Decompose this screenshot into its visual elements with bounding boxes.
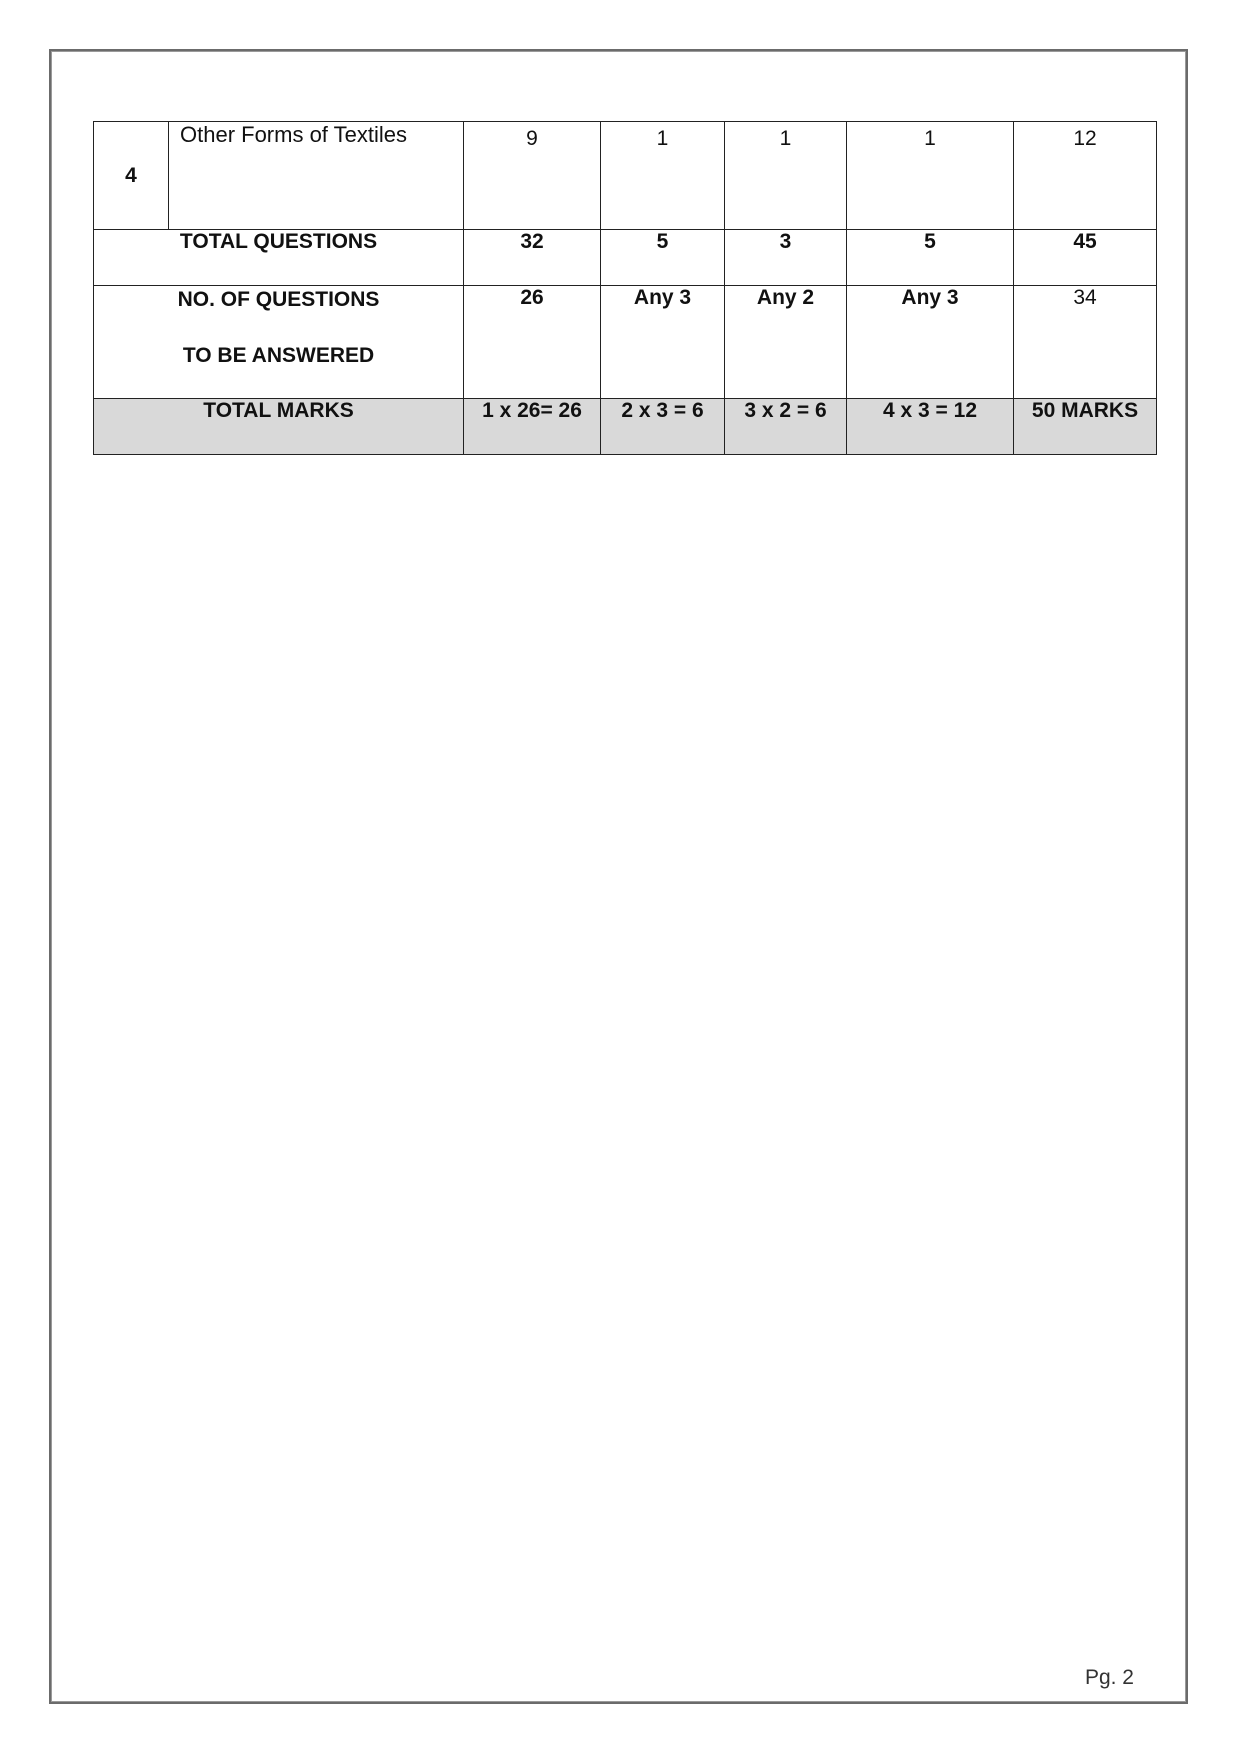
table-cell: 50 MARKS [1014,399,1157,455]
table-row [94,122,1157,230]
table-cell: 3 x 2 = 6 [725,399,847,455]
table-cell: 1 [725,122,847,230]
question-blueprint-table [93,121,1157,455]
row-label [94,286,464,399]
page-number: Pg. 2 [1084,1666,1134,1689]
table-cell: 9 [464,122,601,230]
table-cell: 12 [1014,122,1157,230]
row-label: TOTAL MARKS [94,399,464,455]
table-cell: 1 x 26= 26 [464,399,601,455]
table-cell: 5 [601,230,725,286]
unit-number: 4 [94,122,169,230]
table-cell: 1 [601,122,725,230]
table-cell: 1 [847,122,1014,230]
table-cell: 3 [725,230,847,286]
total-questions-row [94,230,1157,286]
table-cell: 45 [1014,230,1157,286]
row-label-line: TO BE ANSWERED [182,344,375,367]
table-cell: 2 x 3 = 6 [601,399,725,455]
table-cell: 26 [464,286,601,399]
table-cell: 5 [847,230,1014,286]
table-cell: Any 2 [725,286,847,399]
row-label-line: NO. OF QUESTIONS [177,288,380,311]
table-cell: Any 3 [601,286,725,399]
questions-to-answer-row [94,286,1157,399]
table-cell: Any 3 [847,286,1014,399]
table-cell: 32 [464,230,601,286]
row-label: TOTAL QUESTIONS [94,230,464,286]
total-marks-row [94,399,1157,455]
table-cell: 4 x 3 = 12 [847,399,1014,455]
table-cell: 34 [1014,286,1157,399]
unit-topic: Other Forms of Textiles [169,122,464,230]
